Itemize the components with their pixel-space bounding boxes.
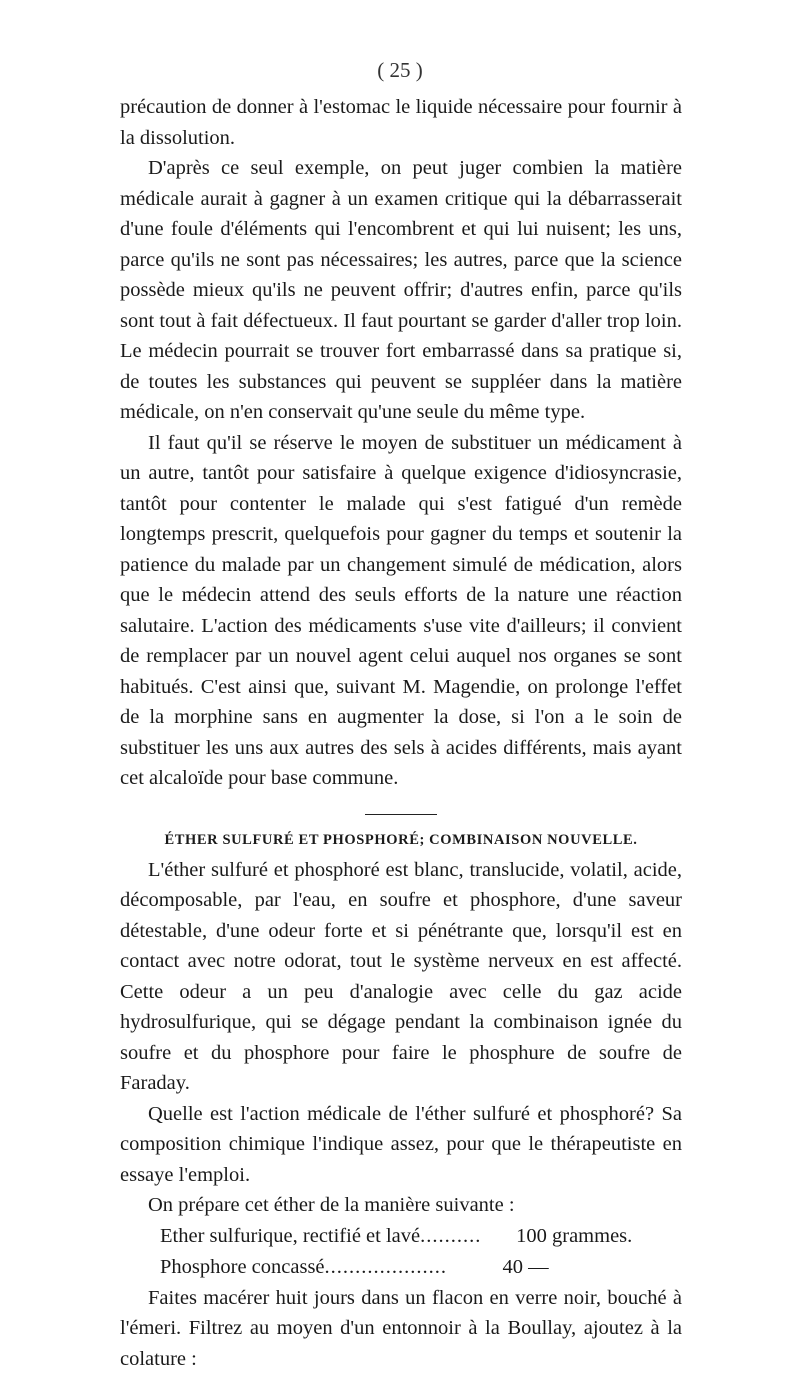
ingredient-name: Phosphore concassé [160,1252,325,1283]
ingredient-name: Ether sulfurique, rectifié et lavé [160,1221,420,1252]
paragraph-continued: précaution de donner à l'estomac le liquide nécessaire pour fournir à la dissolution. [120,92,682,153]
page-number: ( 25 ) [0,58,800,83]
paragraph: Faites macérer huit jours dans un flacon en verre noir, bouché à l'émeri. Filtrez au moyen d'un entonnoir à la Boullay, ajoutez à la colature : [120,1283,682,1374]
recipe-item [120,1252,682,1283]
recipe-list [120,1221,682,1283]
paragraph: D'après ce seul exemple, on peut juger combien la matière médicale aurait à gagner à un examen critique qui la débarrasserait d'une foule d'éléments qui l'encombrent et qui lui nuisent; les uns, parce qu'ils ne sont pas nécessaires; les autres, parce que la science possède mieux qu'ils ne peuvent offrir; d'autres enfin, parce qu'ils sont tout à fait défectueux. Il faut pourtant se garder d'aller trop loin. Le médecin pourrait se trouver fort embarrassé dans sa pratique si, de toutes les substances qui peuvent se suppléer dans la matière médicale, on n'en conservait qu'une seule du même type. [120,153,682,428]
paragraph: Il faut qu'il se réserve le moyen de substituer un médicament à un autre, tantôt pour satisfaire à quelque exigence d'idiosyncrasie, tantôt pour contenter le malade qui s'est fatigué d'un remède longtemps prescrit, quelquefois pour gagner du temps et soutenir la patience du malade par un changement simulé de médication, alors que le médecin attend des seuls efforts de la nature une réaction salutaire. L'action des médicaments s'use vite d'ailleurs; il convient de remplacer par un nouvel agent celui auquel nos organes se sont habitués. C'est ainsi que, suivant M. Magendie, on prolonge l'effet de la morphine sans en augmenter la dose, si l'on a le soin de substituer les uns aux autres des sels à acides différents, mais ayant cet alcaloïde pour base commune. [120,428,682,794]
ingredient-quantity: 40 — [503,1252,549,1283]
ingredient-quantity: 100 grammes. [516,1221,632,1252]
section-heading: ÉTHER SULFURÉ ET PHOSPHORÉ; COMBINAISON NOUVELLE. [120,829,682,851]
leader-dots: .................... [325,1252,495,1283]
paragraph: L'éther sulfuré et phosphoré est blanc, translucide, volatil, acide, décomposable, par l'eau, en soufre et phosphore, d'une saveur détestable, d'une odeur forte et si pénétrante que, lorsqu'il est en contact avec notre odorat, tout le système nerveux en est affecté. Cette odeur a un peu d'analogie avec celle du gaz acide hydrosulfurique, qui se dégage pendant la combinaison ignée du soufre et du phosphore pour faire le phosphure de soufre de Faraday. [120,855,682,1099]
page-body [120,92,682,1374]
paragraph: On prépare cet éther de la manière suivante : [120,1190,682,1221]
leader-dots: .......... [420,1221,508,1252]
section-divider [365,814,437,815]
recipe-item [120,1221,682,1252]
paragraph: Quelle est l'action médicale de l'éther sulfuré et phosphoré? Sa composition chimique l'indique assez, pour que le thérapeutiste en essaye l'emploi. [120,1099,682,1191]
